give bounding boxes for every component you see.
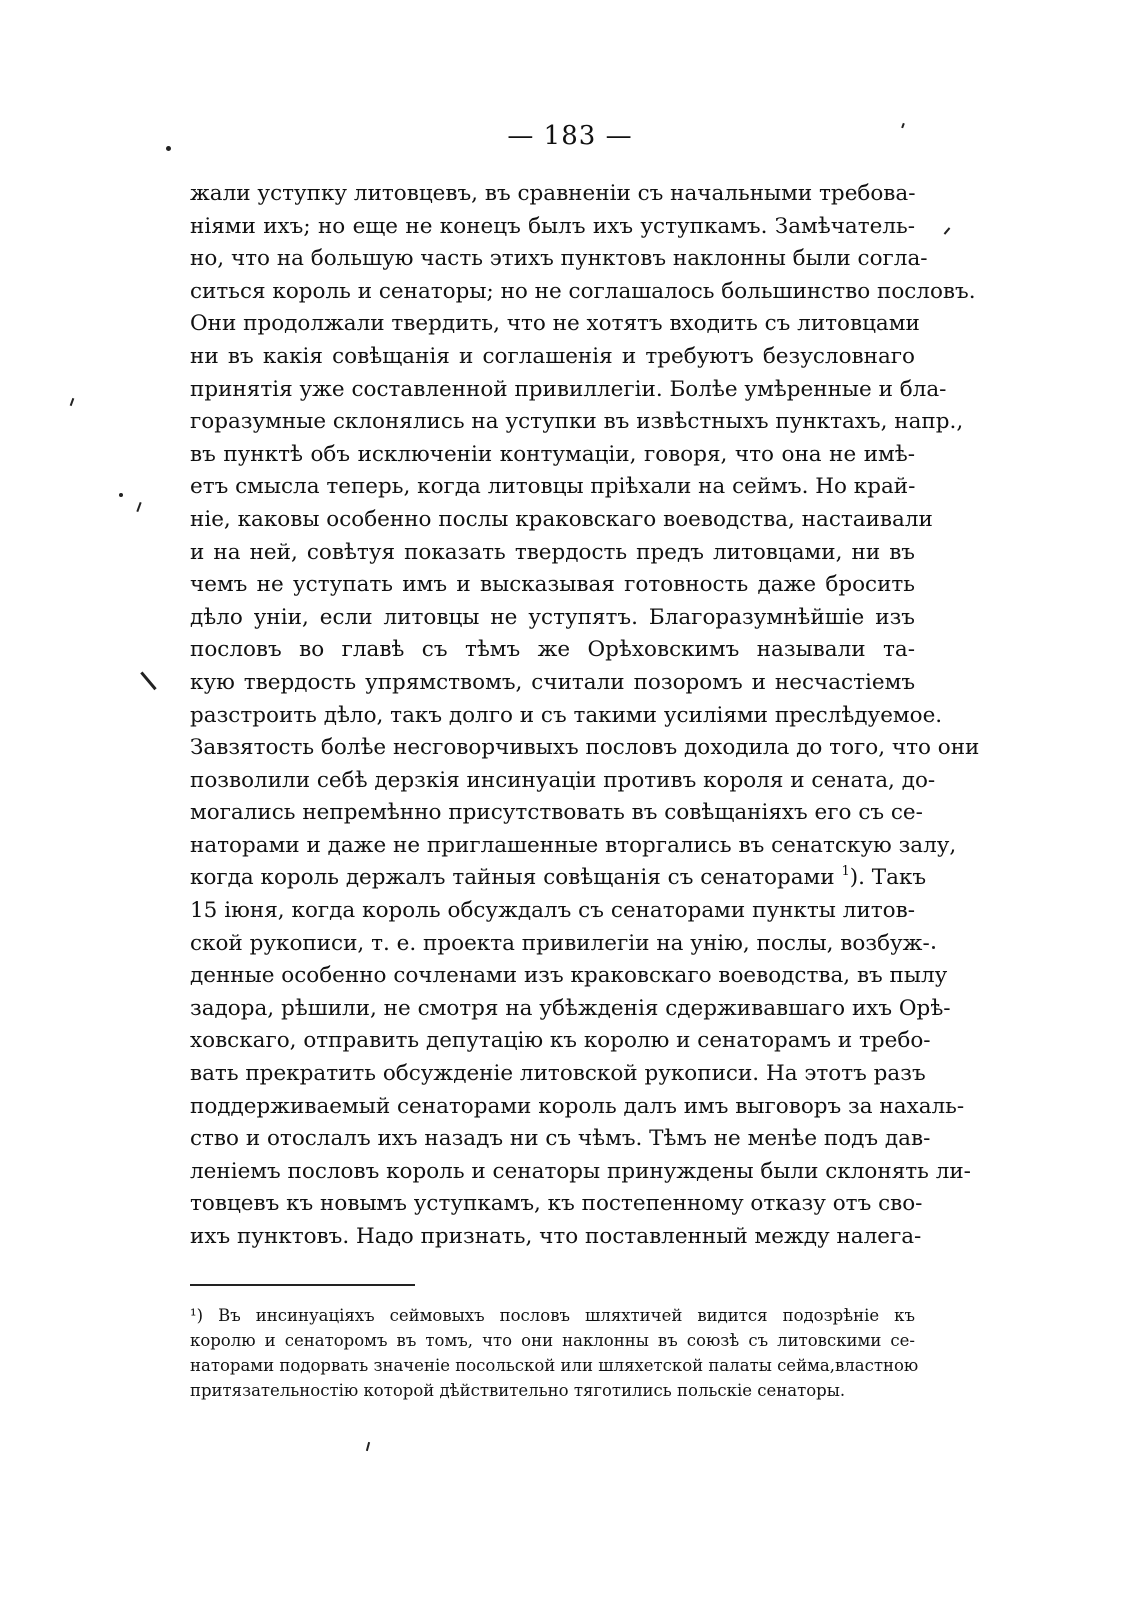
text-line: разстроить дѣло, такъ долго и съ такими усиліями преслѣдуемое. bbox=[190, 702, 943, 728]
text-line: могались непремѣнно присутствовать въ совѣщаніяхъ его съ се- bbox=[190, 800, 923, 826]
body-text bbox=[190, 178, 980, 1254]
text-line: ство и отослалъ ихъ назадъ ни съ чѣмъ. Тѣмъ не менѣе подъ дав- bbox=[190, 1126, 931, 1152]
text-line: и на ней, совѣтуя показать твердость предъ литовцами, ни въ bbox=[190, 539, 915, 565]
footnote-line: наторами подорвать значеніе посольской или шляхетской палаты сейма,властною bbox=[190, 1356, 919, 1375]
footnote-line: королю и сенаторомъ въ томъ, что они наклонны въ союзѣ съ литовскими се- bbox=[190, 1331, 915, 1350]
scan-speck bbox=[944, 227, 951, 234]
text-line: ніе, каковы особенно послы краковскаго воеводства, настаивали bbox=[190, 506, 933, 532]
text-line: Завзятость болѣе несговорчивыхъ пословъ доходила до того, что они bbox=[190, 735, 980, 761]
text-line: но, что на большую часть этихъ пунктовъ наклонны были согла- bbox=[190, 246, 928, 272]
scan-speck bbox=[136, 502, 141, 512]
text-line: наторами и даже не приглашенные вторгались въ сенатскую залу, bbox=[190, 832, 957, 858]
text-line: ихъ пунктовъ. Надо признать, что поставленный между налега- bbox=[190, 1224, 922, 1249]
text-line: ситься король и сенаторы; но не соглашалось большинство пословъ. bbox=[190, 278, 976, 304]
text-line-part: ). Такъ bbox=[849, 865, 927, 891]
text-line: пословъ во главѣ съ тѣмъ же Орѣховскимъ называли та- bbox=[190, 637, 915, 663]
text-line: леніемъ пословъ король и сенаторы принуждены были склонять ли- bbox=[190, 1158, 971, 1184]
text-line: ни въ какія совѣщанія и соглашенія и требуютъ безусловнаго bbox=[190, 343, 915, 369]
text-line: ніями ихъ; но еще не конецъ былъ ихъ уступкамъ. Замѣчатель- bbox=[190, 213, 915, 239]
text-line: кую твердость упрямствомъ, считали позоромъ и несчастіемъ bbox=[190, 669, 915, 695]
footnote-marker: 1 bbox=[841, 864, 850, 880]
text-line: ской рукописи, т. е. проекта привилегіи на унію, послы, возбуж- bbox=[190, 930, 930, 956]
text-line: 15 іюня, когда король обсуждалъ съ сенаторами пункты литов- bbox=[190, 898, 915, 924]
text-line: принятія уже составленной привиллегіи. Болѣе умѣренные и бла- bbox=[190, 376, 947, 402]
text-line-part: когда король держалъ тайныя совѣщанія съ сенаторами bbox=[190, 865, 835, 891]
text-line: товцевъ къ новымъ уступкамъ, къ постепенному отказу отъ сво- bbox=[190, 1191, 923, 1217]
footnotes bbox=[190, 1303, 919, 1403]
scan-speck bbox=[166, 146, 171, 151]
text-line: етъ смысла теперь, когда литовцы пріѣхали на сеймъ. Но край- bbox=[190, 474, 916, 500]
scan-speck bbox=[119, 493, 123, 497]
page-number: — 183 — bbox=[507, 121, 633, 151]
text-line: поддерживаемый сенаторами король далъ имъ выговоръ за нахаль- bbox=[190, 1093, 965, 1119]
scan-speck bbox=[70, 398, 75, 406]
text-line: вать прекратить обсужденіе литовской рукописи. На этотъ разъ bbox=[190, 1061, 926, 1087]
text-line: въ пунктѣ объ исключеніи контумаціи, говоря, что она не имѣ- bbox=[190, 441, 915, 467]
text-line-with-footnote-ref bbox=[190, 862, 927, 895]
scan-speck bbox=[140, 672, 156, 690]
text-line: денные особенно сочленами изъ краковскаго воеводства, въ пылу bbox=[190, 963, 948, 989]
footnote-line: ¹) Въ инсинуаціяхъ сеймовыхъ пословъ шляхтичей видится подозрѣніе къ bbox=[190, 1306, 915, 1325]
text-line: дѣло уніи, если литовцы не уступятъ. Благоразумнѣйшіе изъ bbox=[190, 604, 915, 630]
text-line: позволили себѣ дерзкія инсинуаціи противъ короля и сената, до- bbox=[190, 767, 936, 793]
footnote-divider bbox=[190, 1284, 415, 1286]
scan-speck bbox=[366, 1442, 370, 1451]
text-line: чемъ не уступать имъ и высказывая готовность даже бросить bbox=[190, 572, 915, 598]
text-line: жали уступку литовцевъ, въ сравненіи съ начальными требова- bbox=[190, 181, 916, 206]
text-line: ховскаго, отправить депутацію къ королю и сенаторамъ и требо- bbox=[190, 1028, 931, 1054]
text-line: горазумные склонялись на уступки въ извѣстныхъ пунктахъ, напр., bbox=[190, 409, 964, 435]
text-line: Они продолжали твердить, что не хотятъ входить съ литовцами bbox=[190, 311, 920, 337]
footnote-line: притязательностію которой дѣйствительно тяготились польскіе сенаторы. bbox=[190, 1381, 846, 1400]
scan-speck bbox=[932, 946, 935, 949]
text-line: задора, рѣшили, не смотря на убѣжденія сдерживавшаго ихъ Орѣ- bbox=[190, 995, 951, 1021]
